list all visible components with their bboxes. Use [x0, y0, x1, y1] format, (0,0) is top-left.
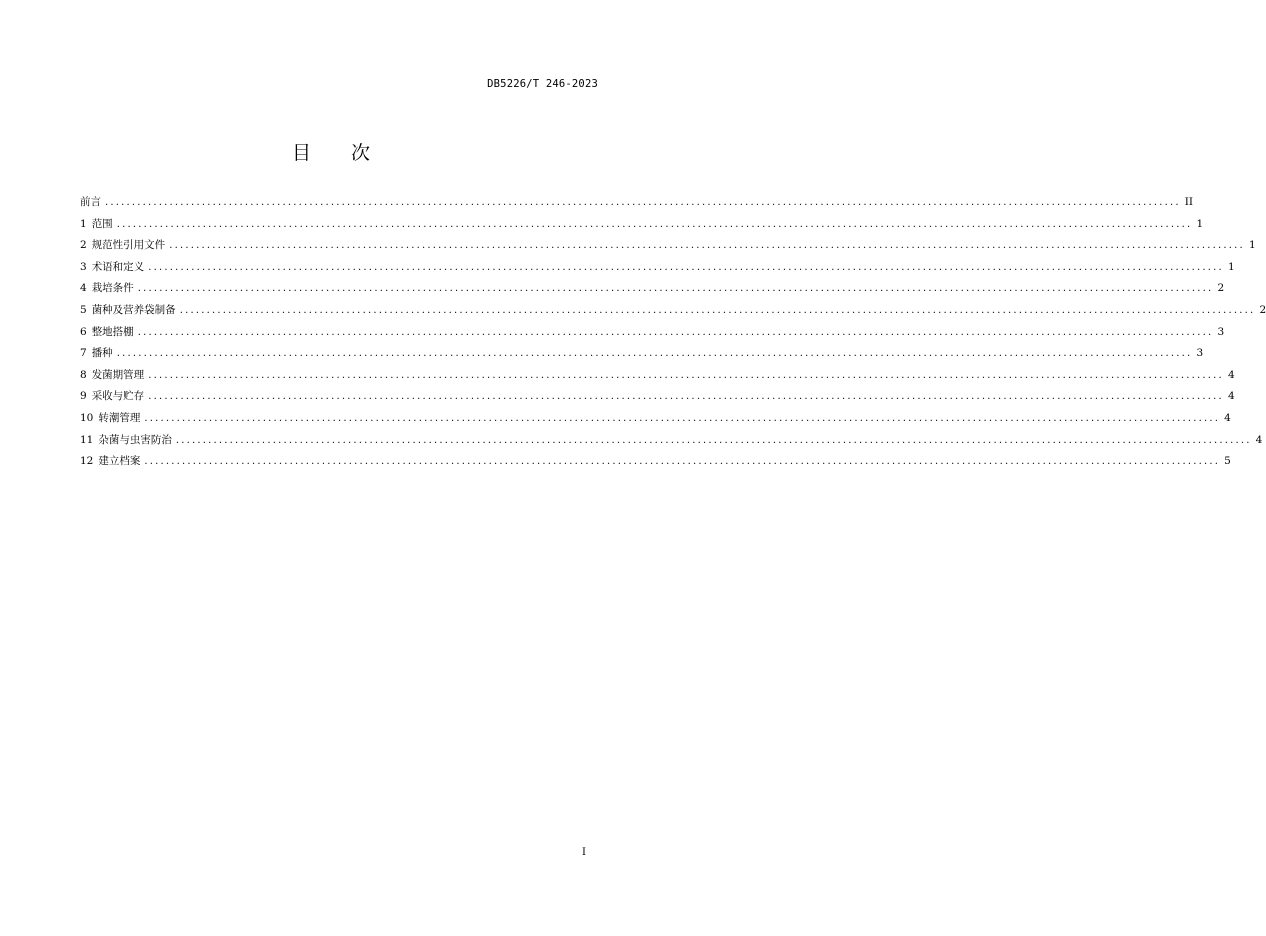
toc-entry-spawn-running[interactable]: [80, 367, 1235, 389]
toc-entry-preface[interactable]: [80, 194, 1194, 216]
toc-entry-label: 12 建立档案: [80, 455, 141, 468]
toc-leader-dots: ........................................................................................................................................................................................................: [148, 261, 1224, 273]
toc-leader-dots: ........................................................................................................................................................................................................: [137, 283, 1214, 295]
toc-entry-page: 1: [1248, 239, 1256, 252]
toc-entry-label: 11 杂菌与虫害防治: [80, 433, 172, 446]
toc-leader-dots: ........................................................................................................................................................................................................: [148, 369, 1224, 381]
toc-entry-page: 1: [1196, 217, 1204, 230]
toc-leader-dots: ........................................................................................................................................................................................................: [179, 304, 1256, 316]
toc-entry-sowing[interactable]: [80, 345, 1204, 367]
toc-entry-label: 4 栽培条件: [80, 282, 134, 295]
toc-entry-label: 7 播种: [80, 347, 113, 360]
toc-entry-harvest-storage[interactable]: [80, 388, 1235, 410]
toc-entry-label: 1 范围: [80, 217, 113, 230]
toc-entry-terms-definitions[interactable]: [80, 259, 1235, 281]
toc-entry-flush-management[interactable]: [80, 410, 1231, 432]
toc-leader-dots: ........................................................................................................................................................................................................: [169, 240, 1245, 252]
toc-title-part1: 目: [291, 142, 311, 164]
toc-entry-page: 3: [1196, 347, 1204, 360]
toc-leader-dots: ........................................................................................................................................................................................................: [116, 348, 1193, 360]
toc-entry-label: 3 术语和定义: [80, 260, 145, 273]
toc-title: [0, 138, 662, 165]
toc-entry-page: 4: [1227, 390, 1235, 403]
toc-entry-scope[interactable]: [80, 216, 1204, 238]
toc-entry-label: 8 发菌期管理: [80, 368, 145, 381]
toc-title-part2: 次: [351, 142, 371, 164]
toc-entry-label: 前言: [80, 196, 101, 208]
toc-entry-page: 4: [1255, 433, 1263, 446]
toc-entry-label: 9 采收与贮存: [80, 390, 145, 403]
toc-entry-page: 3: [1217, 325, 1225, 338]
toc-leader-dots: ........................................................................................................................................................................................................: [175, 434, 1252, 446]
toc-leader-dots: ........................................................................................................................................................................................................: [148, 391, 1224, 403]
toc-entry-pest-control[interactable]: [80, 432, 1263, 454]
toc-entry-label: 10 转潮管理: [80, 411, 141, 424]
toc-entry-page: 2: [1259, 303, 1266, 316]
toc-entry-records[interactable]: [80, 453, 1231, 475]
table-of-contents: [80, 194, 1266, 475]
toc-leader-dots: ........................................................................................................................................................................................................: [116, 218, 1193, 230]
toc-entry-normative-references[interactable]: [80, 237, 1256, 259]
toc-entry-page: 1: [1227, 260, 1235, 273]
toc-entry-spawn-preparation[interactable]: [80, 302, 1266, 324]
document-code: DB5226/T 246-2023: [487, 78, 598, 90]
page-number: I: [582, 847, 586, 858]
toc-entry-label: 5 菌种及营养袋制备: [80, 303, 176, 316]
toc-entry-label: 6 整地搭棚: [80, 325, 134, 338]
toc-entry-land-preparation[interactable]: [80, 324, 1225, 346]
toc-entry-page: 2: [1217, 282, 1225, 295]
toc-leader-dots: ........................................................................................................................................................................................................: [105, 197, 1181, 208]
toc-leader-dots: ........................................................................................................................................................................................................: [137, 326, 1214, 338]
toc-leader-dots: ........................................................................................................................................................................................................: [144, 456, 1221, 468]
toc-entry-page: II: [1184, 196, 1194, 208]
toc-entry-page: 4: [1224, 411, 1231, 424]
toc-entry-page: 5: [1224, 455, 1231, 468]
toc-entry-label: 2 规范性引用文件: [80, 239, 166, 252]
toc-leader-dots: ........................................................................................................................................................................................................: [144, 412, 1221, 424]
toc-entry-cultivation-conditions[interactable]: [80, 280, 1225, 302]
toc-entry-page: 4: [1227, 368, 1235, 381]
